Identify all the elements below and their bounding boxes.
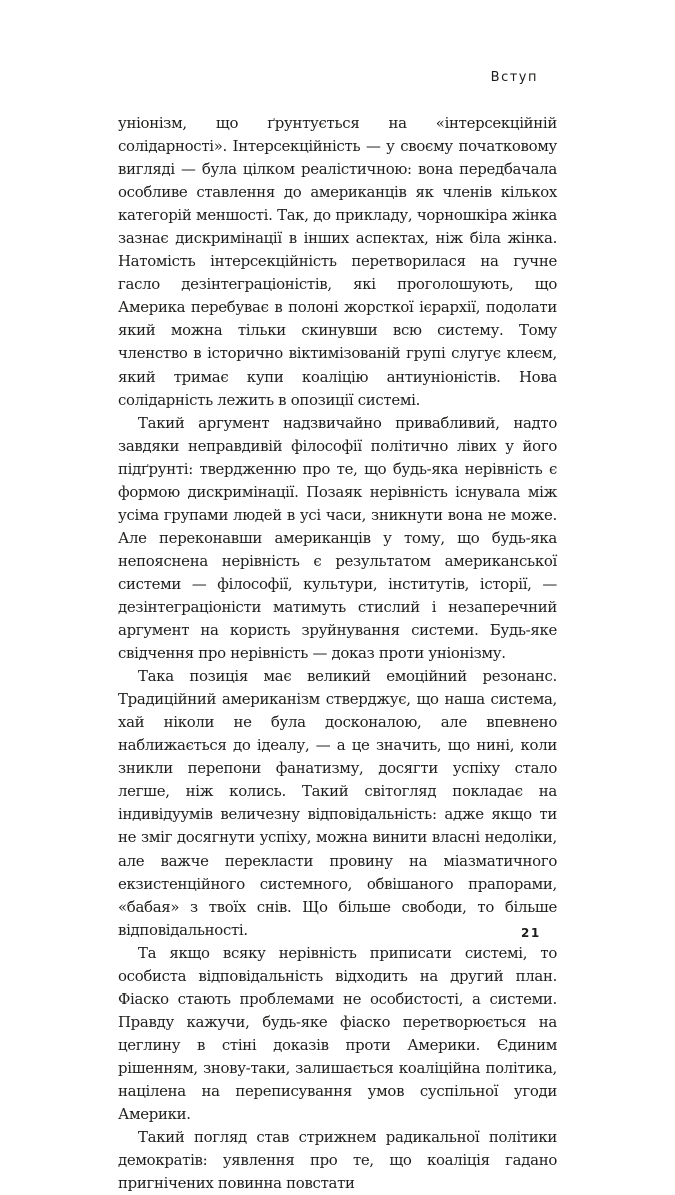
paragraph-4: Та якщо всяку нерівність приписати системі, то особиста відповідальність відходить на другий план. Фіаско стають проблемами не особистості, а системи. Правду кажучи, будь-яке фіаско перетворюється на цеглину в стіні доказів проти Америки. Єдиним рішенням, знову-таки, залишається коаліційна політика, націлена на переписування умов суспільної угоди Америки. [118,943,557,1124]
paragraph-1: уніонізм, що ґрунтується на «інтерсекційній солідарності». Інтерсекційність — у своєму початковому вигляді — була цілком реалістичною: вона передбачала особливе ставлення до американців як членів кількох категорій меншості. Так, до прикладу, чорношкіра жінка зазнає дискримінації в інших аспектах, ніж біла жінка. Натомість інтерсекційність перетворилася на гучне гасло дезінтеграціоністів, які проголошують, що Америка перебуває в полоні жорсткої ієрархії, подолати який можна тільки скинувши всю систему. Тому членство в історично віктимізованій групі слугує клеєм, який тримає купи коаліцію антиуніоністів. Нова солідарність лежить в опозиції системі. [118,114,557,409]
body-text [118,112,557,1195]
paragraph-5: Такий погляд став стрижнем радикальної політики демократів: уявлення про те, що коаліція гадано пригнічених повинна повстати [118,1128,557,1193]
paragraph-3: Така позиція має великий емоційний резонанс. Традиційний американізм стверджує, що наша система, хай ніколи не була досконалою, але впевнено наближається до ідеалу, — а це значить, що нині, коли зникли перепони фанатизму, досягти успіху стало легше, ніж колись. Такий світогляд покладає на індивідуумів величезну відповідальність: адже якщо ти не зміг досягнути успіху, можна винити власні недоліки, але важче перекласти провину на міазматичного екзистенційного системного, обвішаного прапорами, «бабая» з твоїх снів. Що більше свободи, то більше відповідальності. [118,667,557,939]
running-head: Вступ [490,70,538,85]
page-number: 21 [521,926,541,940]
paragraph-2: Такий аргумент надзвичайно привабливий, надто завдяки неправдивій філософії політично лівих у його підґрунті: твердженню про те, що будь-яка нерівність є формою дискримінації. Позаяк нерівність існувала між усіма групами людей в усі часи, зникнути вона не може. Але переконавши американців у тому, що будь-яка непояснена нерівність є результатом американської системи — філософії, культури, інститутів, історії, — дезінтеграціоністи матимуть стислий і незаперечний аргумент на користь зруйнування системи. Будь-яке свідчення про нерівність — доказ проти уніонізму. [118,413,557,663]
